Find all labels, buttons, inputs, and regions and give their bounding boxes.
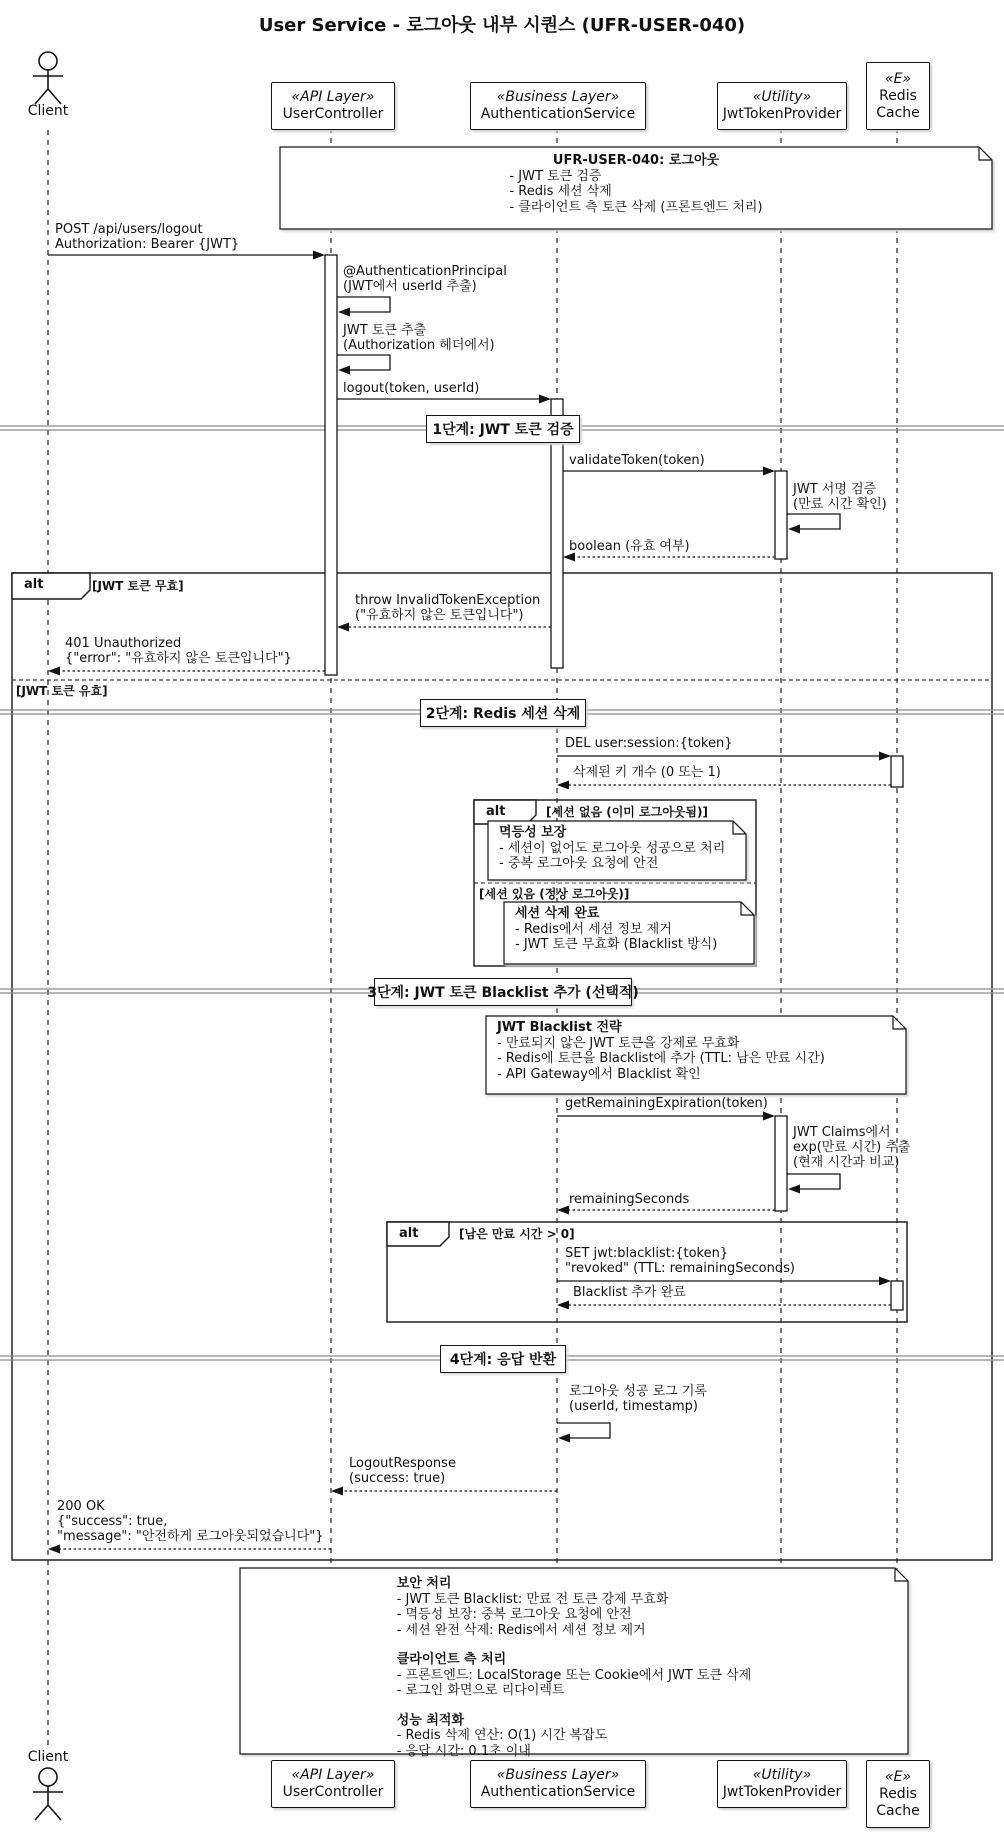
activation-bar-4: [891, 756, 903, 787]
participant-name: JwtTokenProvider: [722, 1784, 842, 1800]
msg-validate-token-label: [569, 453, 705, 468]
msg-throw-invalid-token-arrowhead: [337, 623, 349, 632]
participant-name: Redis: [879, 87, 917, 104]
msg-blacklist-added-arrowhead: [557, 1301, 569, 1310]
msg-remaining-seconds-label: [569, 1192, 689, 1207]
fragment-alt-ttl-positive-operator: alt: [399, 1226, 419, 1241]
summary-section-line: - 멱등성 보장: 중복 로그아웃 요청에 안전: [396, 1607, 632, 1622]
participant-name: Redis: [879, 1785, 917, 1802]
participant-name: Cache: [876, 1802, 920, 1819]
message-line: remainingSeconds: [569, 1192, 690, 1207]
note-summary-text-block: [397, 1576, 752, 1759]
actor-client-bottom-icon-leg-left: [35, 1805, 48, 1820]
note-line: - JWT 토큰 검증: [509, 168, 602, 184]
summary-section-title: 클라이언트 측 처리: [396, 1652, 507, 1667]
note-line: - 중복 로그아웃 요청에 안전: [499, 856, 659, 871]
fragment-alt-ttl-positive-guard-0: [남은 만료 시간 > 0]: [459, 1227, 575, 1241]
stereotype-label: «API Layer»: [291, 1767, 375, 1783]
participant-jwttokenprovider-top: [717, 82, 847, 130]
page-title: User Service - 로그아웃 내부 시퀀스 (UFR-USER-040): [258, 15, 746, 36]
message-line: LogoutResponse: [349, 1456, 456, 1471]
note-title: 멱등성 보장: [499, 825, 567, 840]
msg-jwt-extract-label: [343, 323, 495, 353]
participant-authenticationservice-bottom: [470, 1760, 646, 1808]
summary-section-title: 성능 최적화: [396, 1712, 465, 1728]
message-line: JWT Claims에서: [793, 1125, 891, 1140]
participant-usercontroller-bottom: [271, 1760, 395, 1808]
summary-section: [397, 1713, 752, 1760]
message-line: SET jwt:blacklist:{token}: [565, 1246, 729, 1261]
note-overview-text: [280, 153, 992, 215]
message-line: 삭제된 키 개수 (0 또는 1): [573, 765, 721, 780]
message-line: 401 Unauthorized: [65, 636, 182, 651]
participant-name: UserController: [282, 106, 384, 122]
actor-client-bottom-icon-head: [39, 1768, 57, 1786]
message-line: logout(token, userId): [343, 381, 480, 396]
msg-throw-invalid-token-label: [355, 593, 540, 623]
msg-post-logout-label: [55, 222, 239, 252]
message-line: "message": "안전하게 로그아웃되었습니다"}: [57, 1529, 324, 1544]
msg-auth-principal-label: [343, 264, 507, 294]
note-line: - API Gateway에서 Blacklist 확인: [497, 1066, 701, 1082]
summary-section-line: - 프론트엔드: LocalStorage 또는 Cookie에서 JWT 토큰 삭제: [396, 1667, 752, 1683]
summary-section-line: - 응답 시간: 0.1초 이내: [396, 1743, 531, 1759]
participant-usercontroller-top: [271, 82, 395, 130]
msg-logout-response-arrowhead: [331, 1487, 343, 1496]
msg-jwt-extract-arrowhead: [338, 366, 350, 375]
message-line: (JWT에서 userId 추출): [343, 279, 477, 294]
activation-bar-0: [325, 255, 337, 675]
participant-name: UserController: [282, 1784, 384, 1800]
activation-bar-2: [775, 471, 787, 559]
participant-redis-cache-top: [866, 62, 930, 130]
message-line: JWT 서명 검증: [793, 482, 877, 497]
message-line: ("유효하지 않은 토큰입니다"): [355, 608, 524, 623]
stereotype-label: «API Layer»: [291, 89, 375, 105]
msg-logout-response-label: [349, 1456, 456, 1486]
stereotype-label: «E»: [884, 70, 912, 87]
msg-extract-exp-arrowhead: [788, 1185, 800, 1194]
actor-client-top-label: Client: [27, 103, 69, 119]
stereotype-label: «Utility»: [752, 1767, 812, 1783]
msg-get-remaining-expiration-label: [565, 1096, 768, 1111]
message-line: 200 OK: [57, 1499, 105, 1514]
participant-redis-cache-bottom: [866, 1760, 930, 1828]
actor-client-top-icon-leg-right: [48, 89, 61, 104]
note-session-deleted-text: [515, 906, 717, 953]
actor-client-bottom-label: Client: [27, 1749, 69, 1765]
note-title: 세션 삭제 완료: [515, 906, 600, 921]
message-line: exp(만료 시간) 추출: [793, 1140, 911, 1155]
message-line: boolean (유효 여부): [569, 539, 690, 554]
message-line: (만료 시간 확인): [793, 497, 887, 512]
note-line: - 세션이 없어도 로그아웃 성공으로 처리: [499, 840, 726, 856]
message-line: "revoked" (TTL: remainingSeconds): [565, 1261, 795, 1276]
summary-section-line: - 세션 완전 삭제: Redis에서 세션 정보 제거: [396, 1622, 646, 1638]
msg-logout-call-label: [343, 381, 479, 396]
message-line: (userId, timestamp): [569, 1399, 698, 1414]
fragment-alt-token-validity-guard-1: [JWT 토큰 유효]: [16, 684, 108, 698]
actor-client-bottom-icon-leg-right: [48, 1805, 61, 1820]
note-blacklist-strategy-text: [497, 1020, 825, 1082]
msg-log-logout-success-arrowhead: [558, 1434, 570, 1443]
stereotype-label: «Business Layer»: [496, 89, 620, 105]
actor-client-top-icon-leg-left: [35, 89, 48, 104]
divider-step3-label: 3단계: JWT 토큰 Blacklist 추가 (선택적): [374, 978, 632, 1006]
participant-name: AuthenticationService: [480, 106, 636, 122]
msg-del-session-arrowhead: [879, 752, 891, 761]
msg-boolean-return-label: [569, 539, 690, 554]
msg-logout-call-arrowhead: [539, 395, 551, 404]
msg-remaining-seconds-arrowhead: [557, 1206, 569, 1215]
note-idempotent-text: [499, 825, 725, 872]
note-title: JWT Blacklist 전략: [497, 1020, 622, 1035]
fragment-alt-session-exists-guard-0: [세션 없음 (이미 로그아웃됨)]: [546, 805, 708, 819]
participant-authenticationservice-top: [470, 82, 646, 130]
divider-step1-label: 1단계: JWT 토큰 검증: [426, 415, 580, 443]
note-line: - 클라이언트 측 토큰 삭제 (프론트엔드 처리): [509, 199, 763, 215]
message-line: (현재 시간과 비교): [793, 1155, 900, 1170]
message-line: POST /api/users/logout: [55, 222, 203, 237]
note-line: - Redis에 토큰을 Blacklist에 추가 (TTL: 남은 만료 시간): [497, 1051, 825, 1066]
msg-deleted-key-count-label: [573, 765, 721, 780]
message-line: (Authorization 헤더에서): [343, 338, 495, 353]
message-line: Blacklist 추가 완료: [573, 1285, 686, 1300]
message-line: throw InvalidTokenException: [355, 593, 541, 608]
note-line: - Redis에서 세션 정보 제거: [515, 921, 672, 937]
actor-client-top-icon-head: [39, 52, 57, 70]
msg-set-blacklist-label: [565, 1246, 795, 1276]
message-line: {"error": "유효하지 않은 토큰입니다"}: [65, 651, 292, 666]
stereotype-label: «Business Layer»: [496, 1767, 620, 1783]
summary-section: [397, 1652, 752, 1699]
participant-name: AuthenticationService: [480, 1784, 636, 1800]
msg-deleted-key-count-arrowhead: [557, 781, 569, 790]
msg-jwt-verify-label: [793, 482, 887, 512]
msg-validate-token-arrowhead: [763, 467, 775, 476]
message-line: getRemainingExpiration(token): [565, 1096, 768, 1111]
message-line: JWT 토큰 추출: [343, 323, 427, 338]
participant-jwttokenprovider-bottom: [717, 1760, 847, 1808]
note-title: UFR-USER-040: 로그아웃: [552, 153, 720, 168]
note-overview-text-block: [509, 153, 762, 215]
msg-blacklist-added-label: [573, 1285, 686, 1300]
msg-401-unauthorized-label: [65, 636, 292, 666]
msg-extract-exp-label: [793, 1125, 910, 1170]
summary-section-title: 보안 처리: [396, 1576, 452, 1591]
msg-set-blacklist-arrowhead: [879, 1277, 891, 1286]
msg-200-ok-arrowhead: [48, 1545, 60, 1554]
msg-401-unauthorized-arrowhead: [48, 667, 60, 676]
summary-section-line: - 로그인 화면으로 리다이렉트: [396, 1683, 565, 1698]
note-line: - JWT 토큰 무효화 (Blacklist 방식): [515, 937, 718, 952]
msg-jwt-verify-arrowhead: [788, 525, 800, 534]
summary-section-line: - Redis 삭제 연산: O(1) 시간 복잡도: [396, 1728, 608, 1743]
participant-name: Cache: [876, 104, 920, 121]
participant-name: JwtTokenProvider: [722, 106, 842, 122]
msg-auth-principal-arrowhead: [338, 308, 350, 317]
fragment-alt-token-validity-guard-0: [JWT 토큰 무효]: [92, 579, 184, 593]
activation-bar-3: [775, 1116, 787, 1211]
fragment-alt-session-exists-operator: alt: [486, 804, 506, 819]
msg-del-session-label: [565, 736, 733, 751]
summary-section: [397, 1576, 752, 1638]
divider-step2-label: 2단계: Redis 세션 삭제: [420, 699, 586, 727]
msg-get-remaining-expiration-arrowhead: [763, 1112, 775, 1121]
activation-bar-5: [891, 1281, 903, 1310]
fragment-alt-token-validity-operator: alt: [24, 577, 44, 592]
msg-log-logout-success-label: [569, 1384, 707, 1414]
summary-section-line: - JWT 토큰 Blacklist: 만료 전 토큰 강제 무효화: [396, 1591, 669, 1607]
msg-200-ok-label: [57, 1499, 324, 1544]
note-line: - Redis 세션 삭제: [509, 184, 612, 199]
fragment-alt-session-exists-guard-1: [세션 있음 (정상 로그아웃)]: [479, 887, 630, 901]
message-line: @AuthenticationPrincipal: [343, 264, 507, 279]
message-line: (success: true): [349, 1471, 446, 1486]
note-summary-text: [240, 1576, 908, 1759]
note-line: - 만료되지 않은 JWT 토큰을 강제로 무효화: [497, 1035, 740, 1051]
msg-post-logout-arrowhead: [313, 251, 325, 260]
message-line: Authorization: Bearer {JWT}: [55, 237, 240, 252]
message-line: validateToken(token): [569, 453, 705, 468]
stereotype-label: «Utility»: [752, 89, 812, 105]
message-line: 로그아웃 성공 로그 기록: [569, 1384, 707, 1399]
message-line: DEL user:session:{token}: [565, 736, 733, 751]
stereotype-label: «E»: [884, 1768, 912, 1785]
divider-step4-label: 4단계: 응답 반환: [440, 1345, 566, 1373]
message-line: {"success": true,: [57, 1514, 168, 1529]
